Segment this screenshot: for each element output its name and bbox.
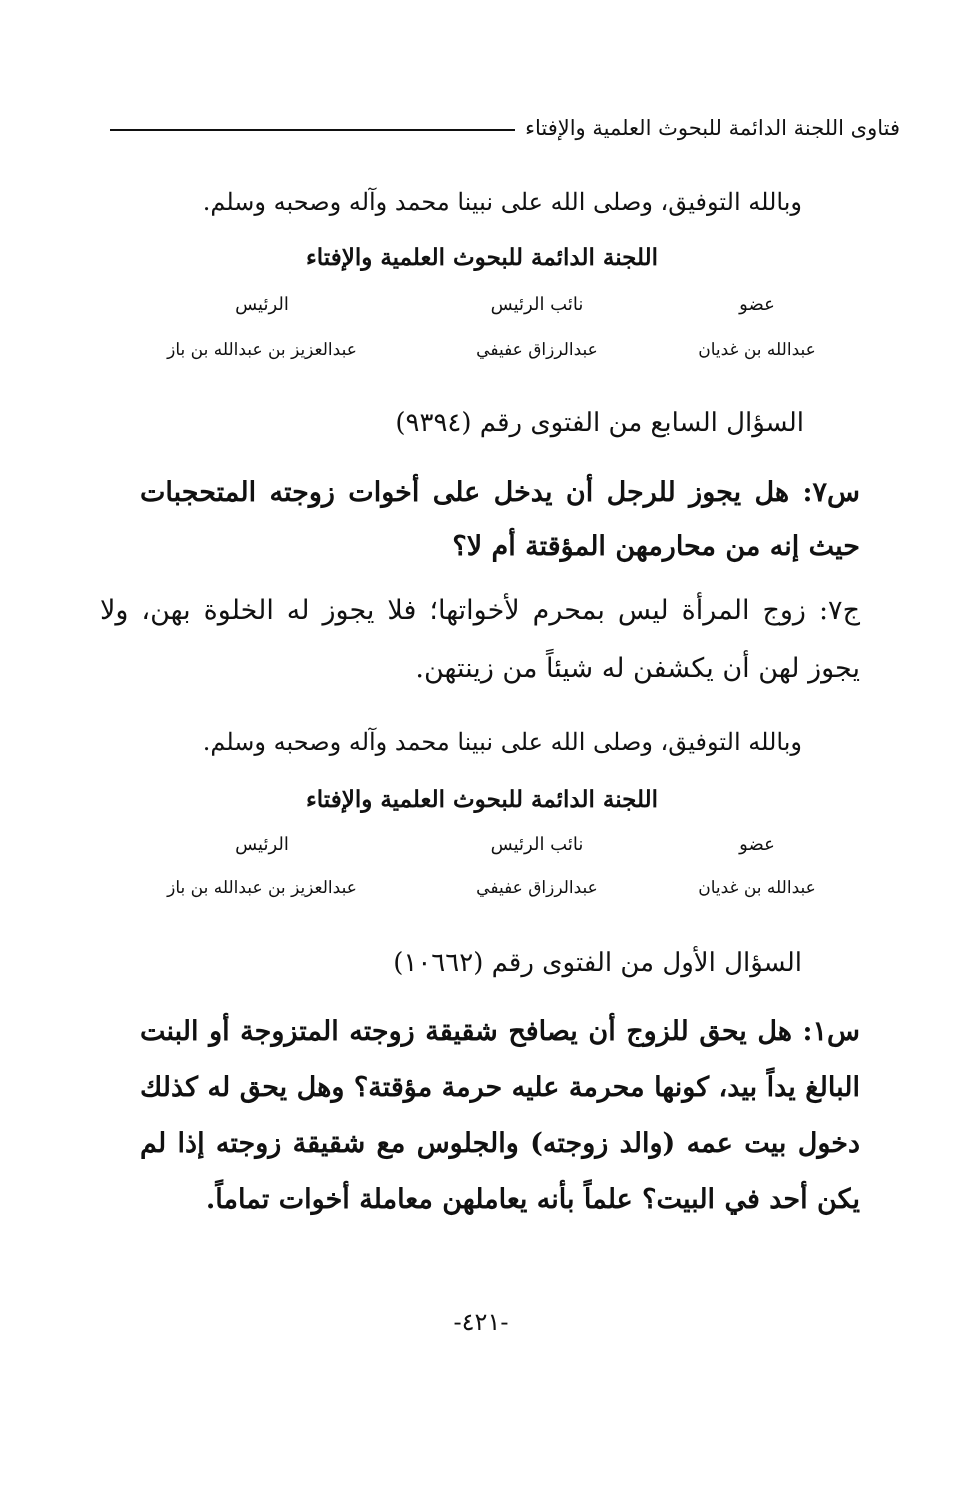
name-member: عبدالله بن غديان bbox=[698, 878, 816, 898]
closing-formula-1: وبالله التوفيق، وصلى الله على نبينا محمد وآله وصحبه وسلم. bbox=[202, 188, 802, 216]
header-rule bbox=[110, 129, 515, 131]
page-number: -٤٢١- bbox=[453, 1308, 509, 1336]
fatwa-heading-3: السؤال الأول من الفتوى رقم (١٠٦٦٢) bbox=[393, 948, 802, 978]
name-vice-chairman: عبدالرزاق عفيفي bbox=[476, 340, 598, 360]
running-title: فتاوى اللجنة الدائمة للبحوث العلمية والإفتاء bbox=[525, 116, 900, 140]
role-member: عضو bbox=[739, 834, 775, 855]
question-7: س٧: هل يجوز للرجل أن يدخل على أخوات زوجته المتحجبات حيث إنه من محارمهن المؤقتة أم لا؟ bbox=[140, 477, 860, 562]
signature-roles-2 bbox=[142, 834, 822, 855]
role-member: عضو bbox=[739, 294, 775, 315]
signature-names-2 bbox=[142, 878, 822, 898]
name-vice-chairman: عبدالرزاق عفيفي bbox=[476, 878, 598, 898]
role-vice-chairman: نائب الرئيس bbox=[490, 294, 584, 315]
role-chairman: الرئيس bbox=[235, 834, 289, 855]
name-member: عبدالله بن غديان bbox=[698, 340, 816, 360]
name-chairman: عبدالعزيز بن عبدالله بن باز bbox=[167, 340, 357, 360]
committee-title-2: اللجنة الدائمة للبحوث العلمية والإفتاء bbox=[305, 786, 659, 813]
committee-title-1: اللجنة الدائمة للبحوث العلمية والإفتاء bbox=[305, 244, 659, 271]
role-vice-chairman: نائب الرئيس bbox=[490, 834, 584, 855]
signature-names-1 bbox=[142, 340, 822, 360]
fatwa-heading-2: السؤال السابع من الفتوى رقم (٩٣٩٤) bbox=[395, 408, 804, 438]
running-header bbox=[100, 108, 900, 148]
question-1: س١: هل يحق للزوج أن يصافح شقيقة زوجته المتزوجة أو البنت البالغ يداً بيد، كونها محرمة عليه حرمة مؤقتة؟ وهل يحق له كذلك دخول بيت عمه (والد زوجته) والجلوس مع شقيقة زوجته إذا لم يكن أحد في البيت؟ علماً بأنه يعاملهن معاملة أخوات تماماً. bbox=[140, 1016, 860, 1215]
closing-formula-2: وبالله التوفيق، وصلى الله على نبينا محمد وآله وصحبه وسلم. bbox=[202, 728, 802, 756]
name-chairman: عبدالعزيز بن عبدالله بن باز bbox=[167, 878, 357, 898]
answer-7: ج٧: زوج المرأة ليس بمحرم لأخواتها؛ فلا يجوز له الخلوة بهن، ولا يجوز لهن أن يكشفن له شيئاً من زينتهن. bbox=[100, 595, 860, 684]
role-chairman: الرئيس bbox=[235, 294, 289, 315]
signature-roles-1 bbox=[142, 294, 822, 315]
